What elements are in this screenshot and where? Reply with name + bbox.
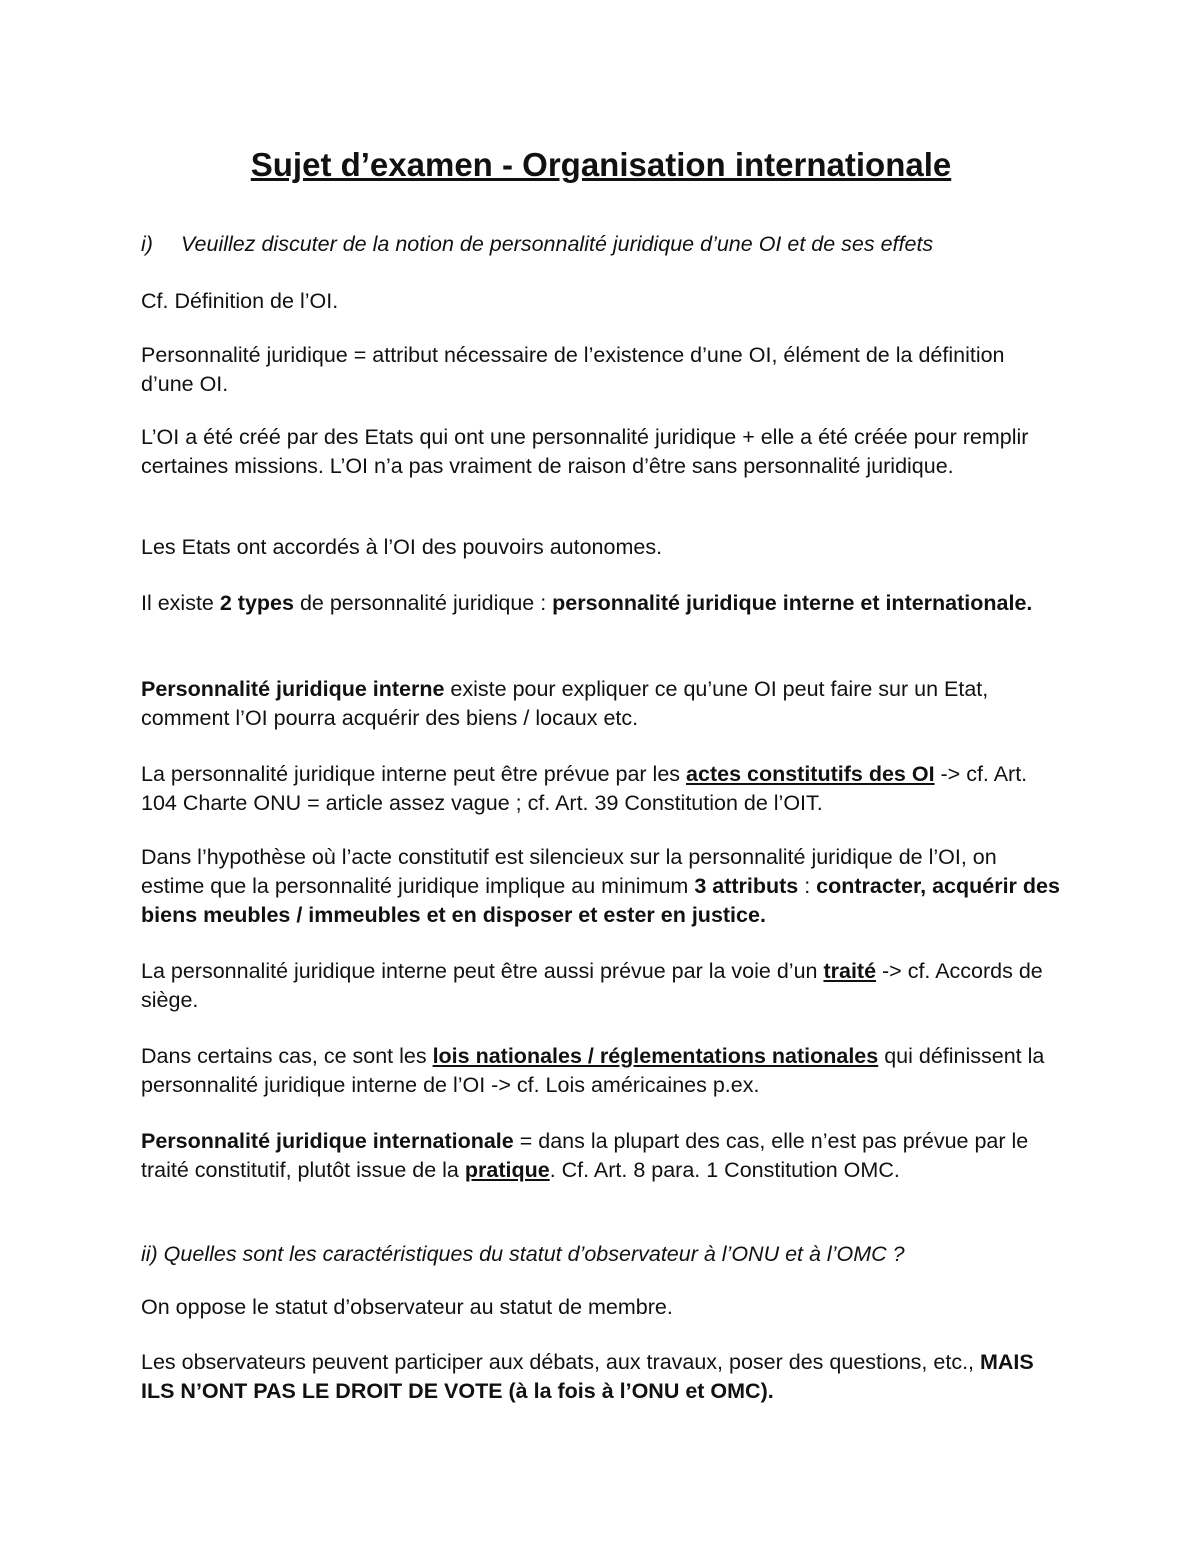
p10-text-1: Dans certains cas, ce sont les: [141, 1044, 433, 1068]
p7-text-2: -> cf. Art. 104 Charte ONU = article assez vague ; cf. Art. 39 Constitution de l’OIT.: [141, 762, 1028, 815]
paragraph-6: [141, 675, 1061, 733]
paragraph-12: On oppose le statut d’observateur au statut de membre.: [141, 1295, 673, 1319]
p10-bold-underline-1: lois nationales / réglementations nationales: [432, 1044, 879, 1068]
question-2: ii) Quelles sont les caractéristiques du statut d’observateur à l’ONU et à l’OMC ?: [141, 1242, 905, 1266]
paragraph-9: [141, 957, 1061, 1015]
p5-bold-1: 2 types: [219, 591, 294, 615]
p7-bold-underline-1: actes constitutifs des OI: [686, 762, 935, 786]
p6-text-1: existe pour expliquer ce qu’une OI peut faire sur un Etat, comment l’OI pourra acquérir des biens / locaux etc.: [141, 677, 989, 730]
p11-bold-1: Personnalité juridique internationale: [141, 1129, 514, 1153]
p8-bold-2: contracter, acquérir des biens meubles / immeubles et en disposer et ester en justice.: [141, 874, 1060, 927]
p13-text-1: Les observateurs peuvent participer aux débats, aux travaux, poser des questions, etc.,: [141, 1350, 980, 1374]
paragraph-2: Personnalité juridique = attribut nécessaire de l’existence d’une OI, élément de la définition d’une OI.: [141, 343, 1005, 396]
p5-bold-2: personnalité juridique interne et internationale.: [552, 591, 1033, 615]
p8-text-2: :: [798, 874, 817, 898]
paragraph-13: [141, 1348, 1061, 1406]
paragraph-7: [141, 760, 1061, 818]
p11-text-1: = dans la plupart des cas, elle n’est pas prévue par le traité constitutif, plutôt issue de la: [141, 1129, 1029, 1182]
p9-text-2: -> cf. Accords de siège.: [141, 959, 1043, 1012]
question-1: [141, 230, 933, 259]
paragraph-11: [141, 1127, 1061, 1185]
p7-text-1: La personnalité juridique interne peut être prévue par les: [141, 762, 687, 786]
question-1-text: Veuillez discuter de la notion de personnalité juridique d’une OI et de ses effets: [181, 232, 934, 256]
paragraph-8: [141, 843, 1061, 930]
p5-text-1: Il existe: [141, 591, 220, 615]
document-title: Sujet d’examen - Organisation internationale: [250, 146, 952, 183]
paragraph-5: [141, 589, 1061, 618]
p11-text-2: . Cf. Art. 8 para. 1 Constitution OMC.: [549, 1158, 900, 1182]
p9-bold-underline-1: traité: [823, 959, 877, 983]
p8-text-1: Dans l’hypothèse où l’acte constitutif est silencieux sur la personnalité juridique de l’OI, on estime que la personnalité juridique implique au minimum: [141, 845, 997, 898]
p13-bold-1: MAIS ILS N’ONT PAS LE DROIT DE VOTE (à la fois à l’ONU et OMC).: [141, 1350, 1034, 1403]
paragraph-3: L’OI a été créé par des Etats qui ont une personnalité juridique + elle a été créée pour remplir certaines missions. L’OI n’a pas vraiment de raison d’être sans personnalité juridique.: [141, 425, 1029, 478]
question-1-number: i): [141, 232, 153, 256]
p6-bold-1: Personnalité juridique interne: [141, 677, 445, 701]
paragraph-4: Les Etats ont accordés à l’OI des pouvoirs autonomes.: [141, 535, 663, 559]
p10-text-2: qui définissent la personnalité juridique interne de l’OI -> cf. Lois américaines p.ex.: [141, 1044, 1045, 1097]
paragraph-10: [141, 1042, 1061, 1100]
p11-bold-underline-1: pratique: [464, 1158, 550, 1182]
p5-text-2: de personnalité juridique :: [293, 591, 553, 615]
p8-bold-1: 3 attributs: [694, 874, 799, 898]
p9-text-1: La personnalité juridique interne peut être aussi prévue par la voie d’un: [141, 959, 824, 983]
paragraph-1: Cf. Définition de l’OI.: [141, 289, 339, 313]
